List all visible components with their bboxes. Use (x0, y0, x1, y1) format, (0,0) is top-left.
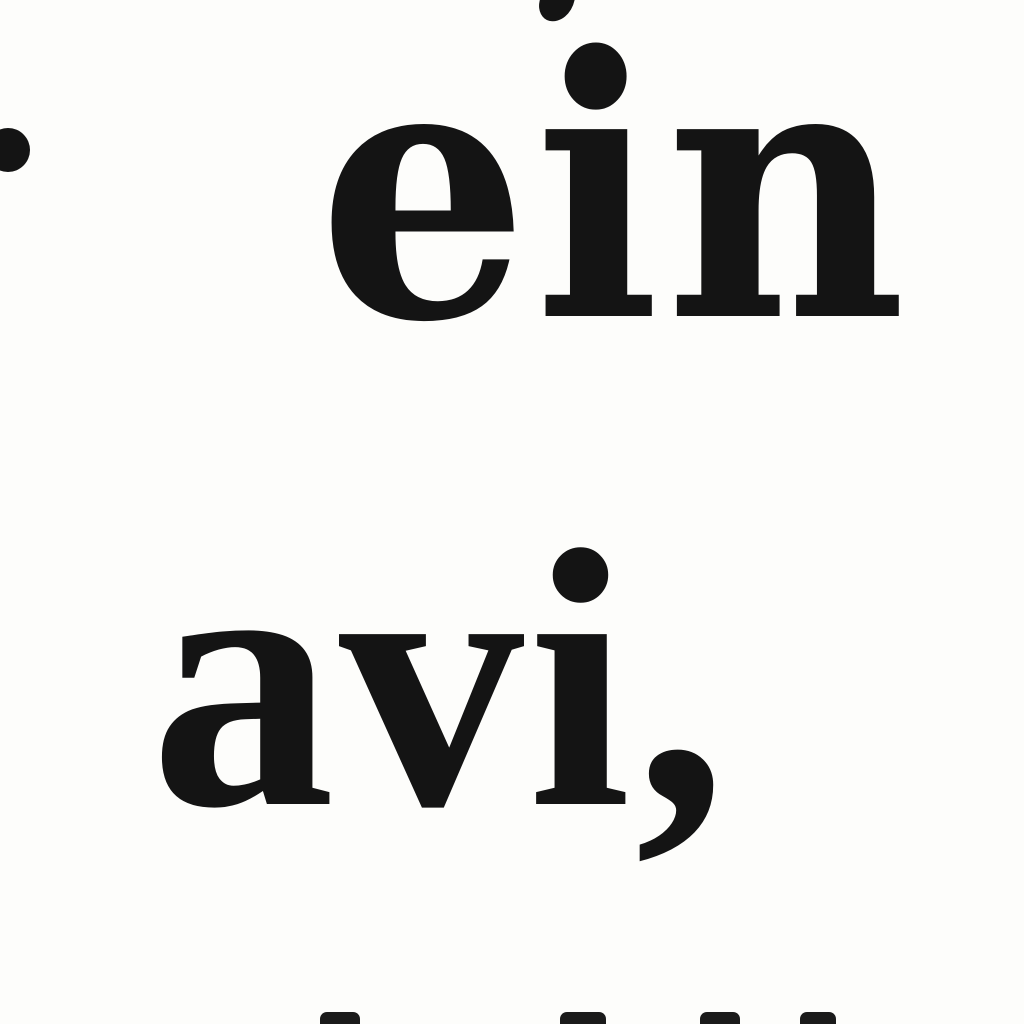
partial-next-line (0, 1000, 1024, 1024)
punctuation-dot (0, 128, 30, 172)
text-line-1: ein (318, 0, 912, 401)
text-line-2: avi, (150, 475, 732, 885)
